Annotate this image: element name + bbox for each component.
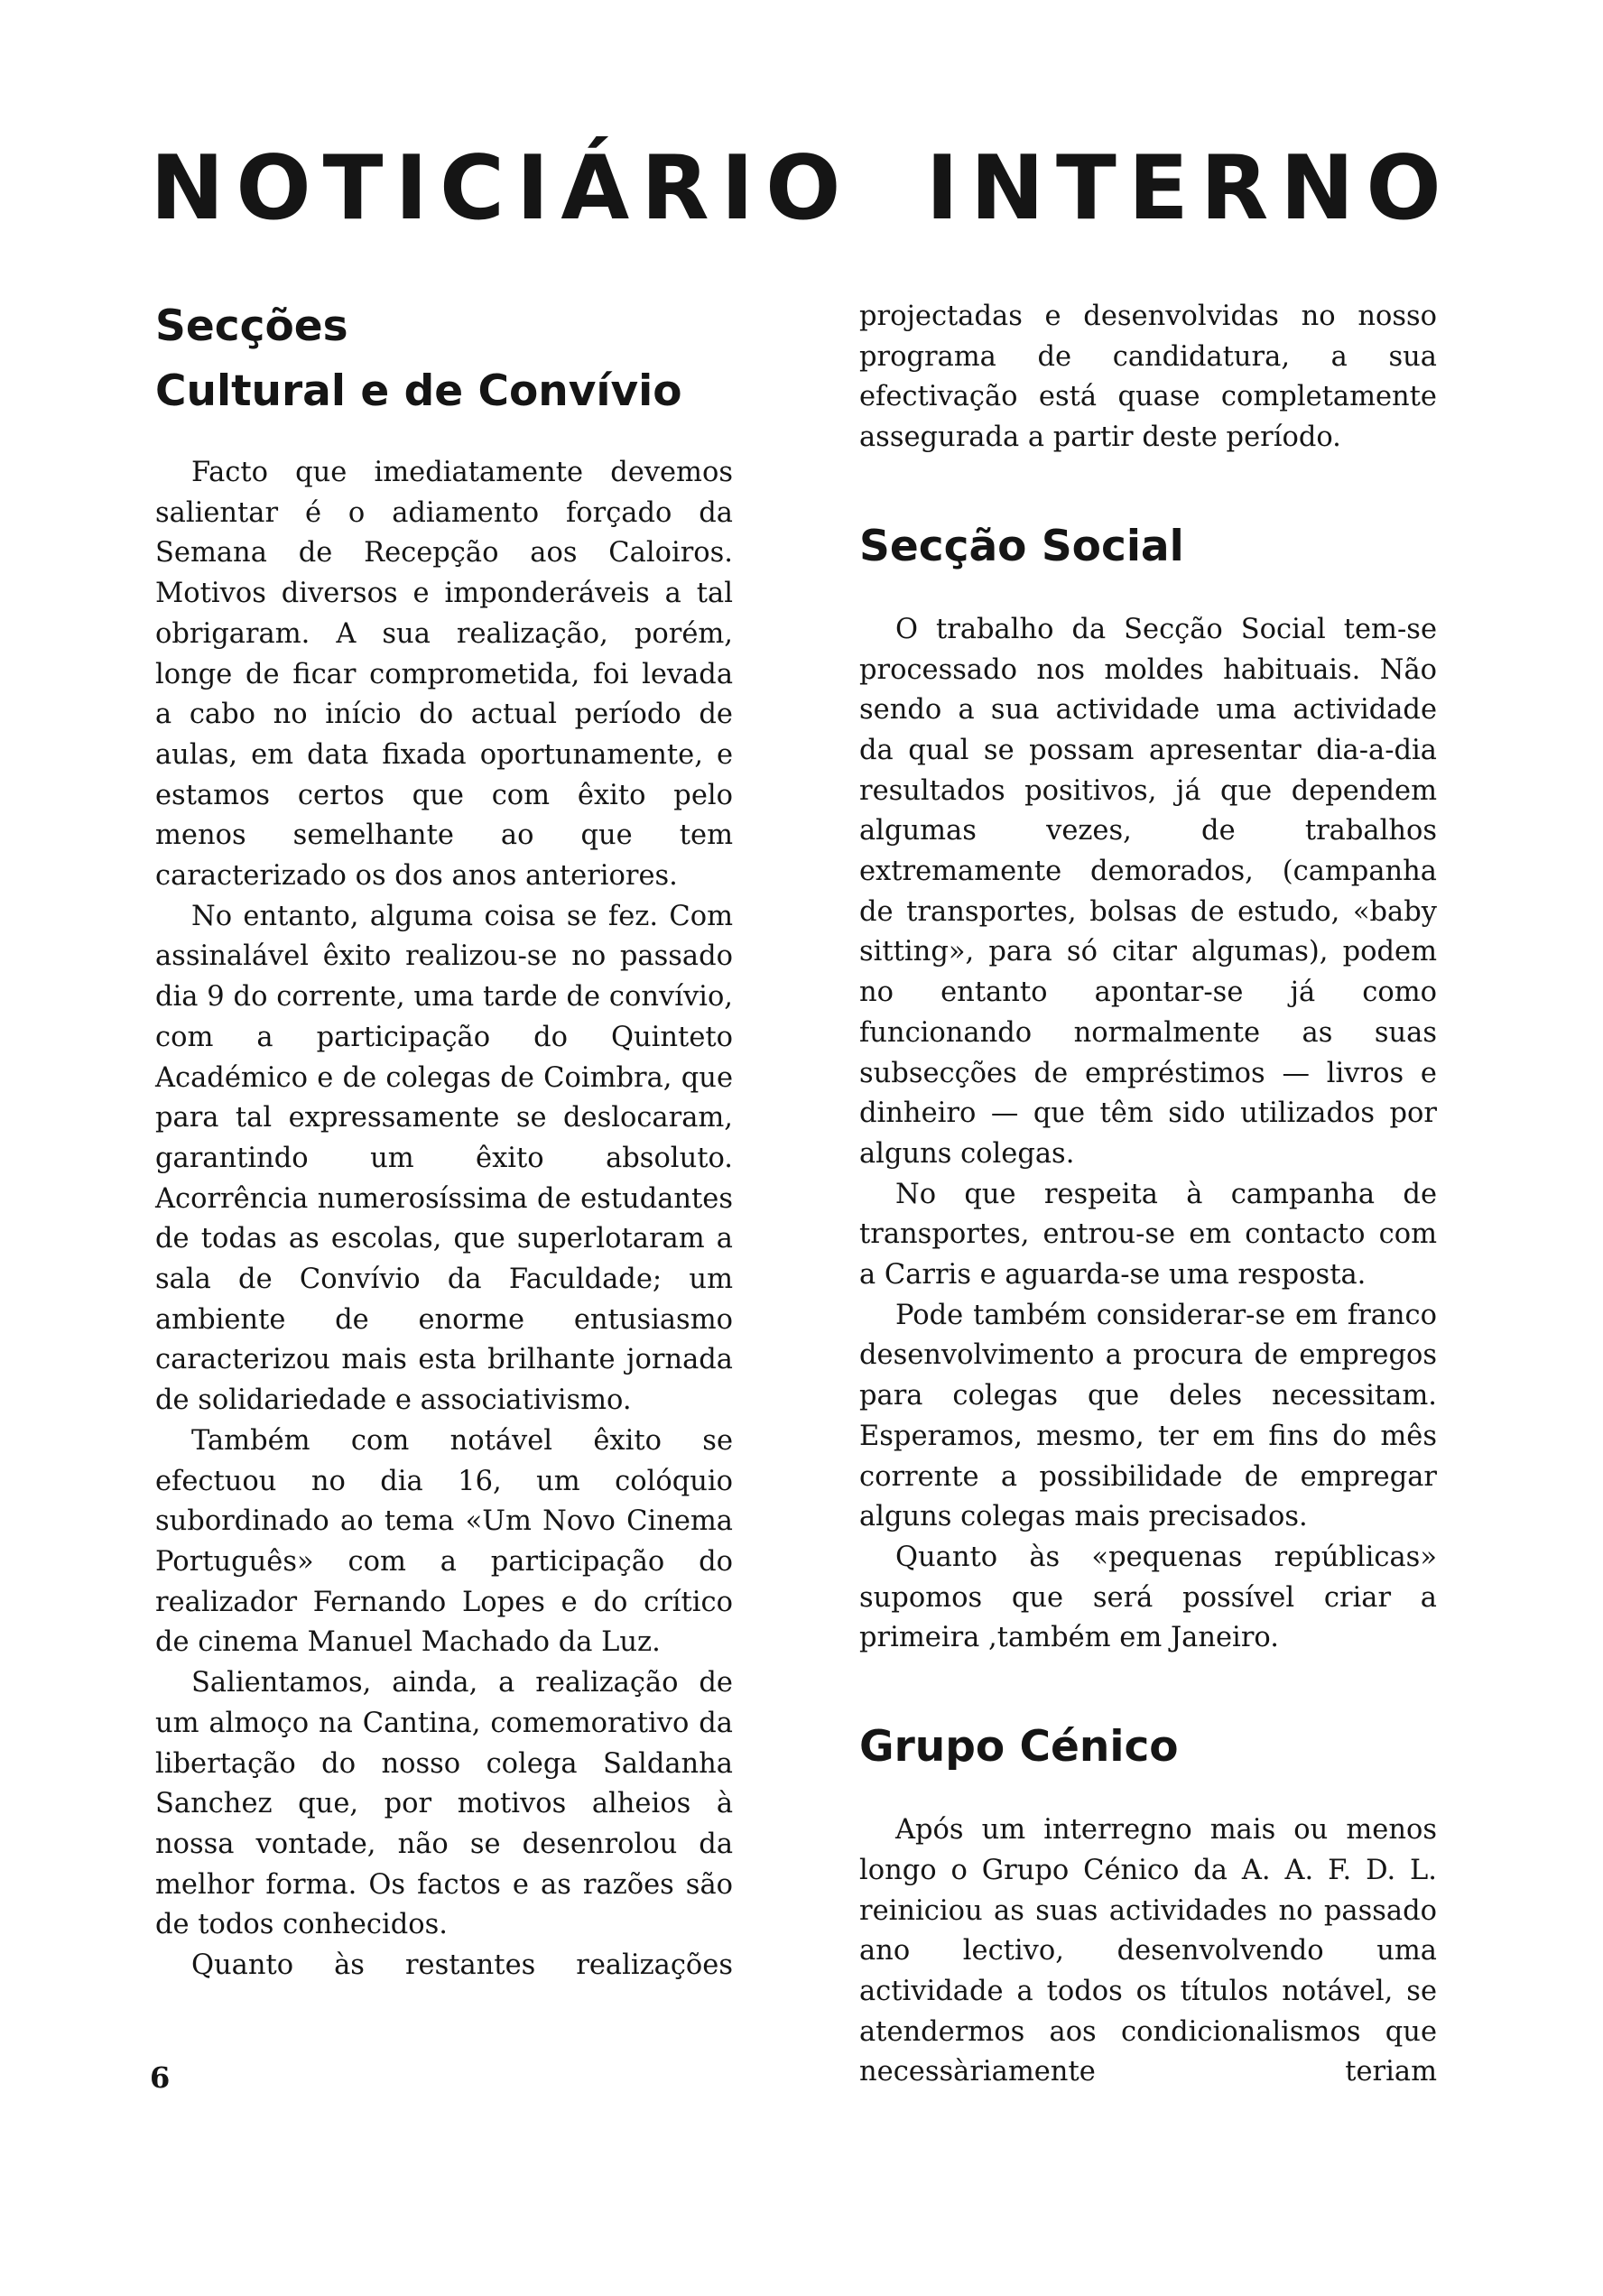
paragraph-continuation: projectadas e desenvolvidas no nosso programa de candidatura, a sua efectivação está quase completamente assegurada a partir deste período. [859, 301, 1437, 454]
paragraph-tarde-convivio: No entanto, alguma coisa se fez. Com assinalável êxito realizou-se no passado dia 9 do corrente, uma tarde de convívio, com a participação do Quinteto Académico e de colegas de Coimbra, que para tal expressamente se deslocaram, garantindo um êxito absoluto. Acorrência numerosíssima de estudantes de todas as escolas, que superlotaram a sala de Convívio da Faculdade; um ambiente de enorme entusiasmo caracterizou mais esta brilhante jornada de solidariedade e associativismo. [155, 900, 733, 1417]
paragraph-cenico: Após um interregno mais ou menos longo o Grupo Cénico da A. A. F. D. L. reiniciou as suas actividades no passado ano lectivo, desenvolvendo uma actividade a todos os títulos notável, se atendermos aos condicionalismos que necessàriamente teriam [859, 1814, 1437, 2088]
section-heading-cultural-convivio: Cultural e de Convívio [155, 366, 682, 416]
page-number: 6 [150, 2060, 171, 2095]
right-column [859, 297, 1437, 2093]
paragraph-almoco: Salientamos, ainda, a realização de um almoço na Cantina, comemorativo da libertação do nosso colega Saldanha Sanchez que, por motivos alheios à nossa vontade, não se desenrolou da melhor forma. Os factos e as razões são de todos conhecidos. [155, 1667, 733, 1941]
paragraph-adiamento: Facto que imediatamente devemos salientar é o adiamento forçado da Semana de Recepção aos Caloiros. Motivos diversos e imponderáveis a tal obrigaram. A sua realização, porém, longe de ficar comprometida, foi levada a cabo no início do actual período de aulas, em data fixada oportunamente, e estamos certos que com êxito pelo menos semelhante ao que tem caracterizado os dos anos anteriores. [155, 457, 733, 893]
paragraph-social-trabalho: O trabalho da Secção Social tem-se processado nos moldes habituais. Não sendo a sua actividade uma actividade da qual se possam apresentar dia-a-dia resultados positivos, já que dependem algumas vezes, de trabalhos extremamente demorados, (campanha de transportes, bolsas de estudo, «baby sitting», para só citar algumas), podem no entanto apontar-se já como funcionando normalmente as suas subsecções de empréstimos — livros e dinheiro — que têm sido utilizados por alguns colegas. [859, 613, 1437, 1170]
paragraph-coloquio: Também com notável êxito se efectuou no dia 16, um colóquio subordinado ao tema «Um Novo Cinema Português» com a participação do realizador Fernando Lopes e do crítico de cinema Manuel Machado da Luz. [155, 1424, 733, 1659]
paragraph-restantes: Quanto às restantes realizações [191, 1949, 733, 1982]
paragraph-social-empregos: Pode também considerar-se em franco desenvolvimento a procura de empregos para colegas que deles necessitam. Esperamos, mesmo, ter em fins do mês corrente a possibilidade de empregar alguns colegas mais precisados. [859, 1299, 1437, 1533]
paragraph-social-republicas: Quanto às «pequenas repúblicas» supomos que será possível criar a primeira ,também em Janeiro. [859, 1541, 1437, 1654]
section-heading-social: Secção Social [859, 521, 1184, 571]
section-heading-seccoes: Secções [155, 301, 348, 351]
left-column [155, 294, 733, 1986]
page-title: NOTICIÁRIO INTERNO [150, 137, 1453, 240]
paragraph-social-transportes: No que respeita à campanha de transportes, entrou-se em contacto com a Carris e aguarda-se uma resposta. [859, 1178, 1437, 1292]
section-heading-grupo-cenico: Grupo Cénico [859, 1722, 1179, 1773]
